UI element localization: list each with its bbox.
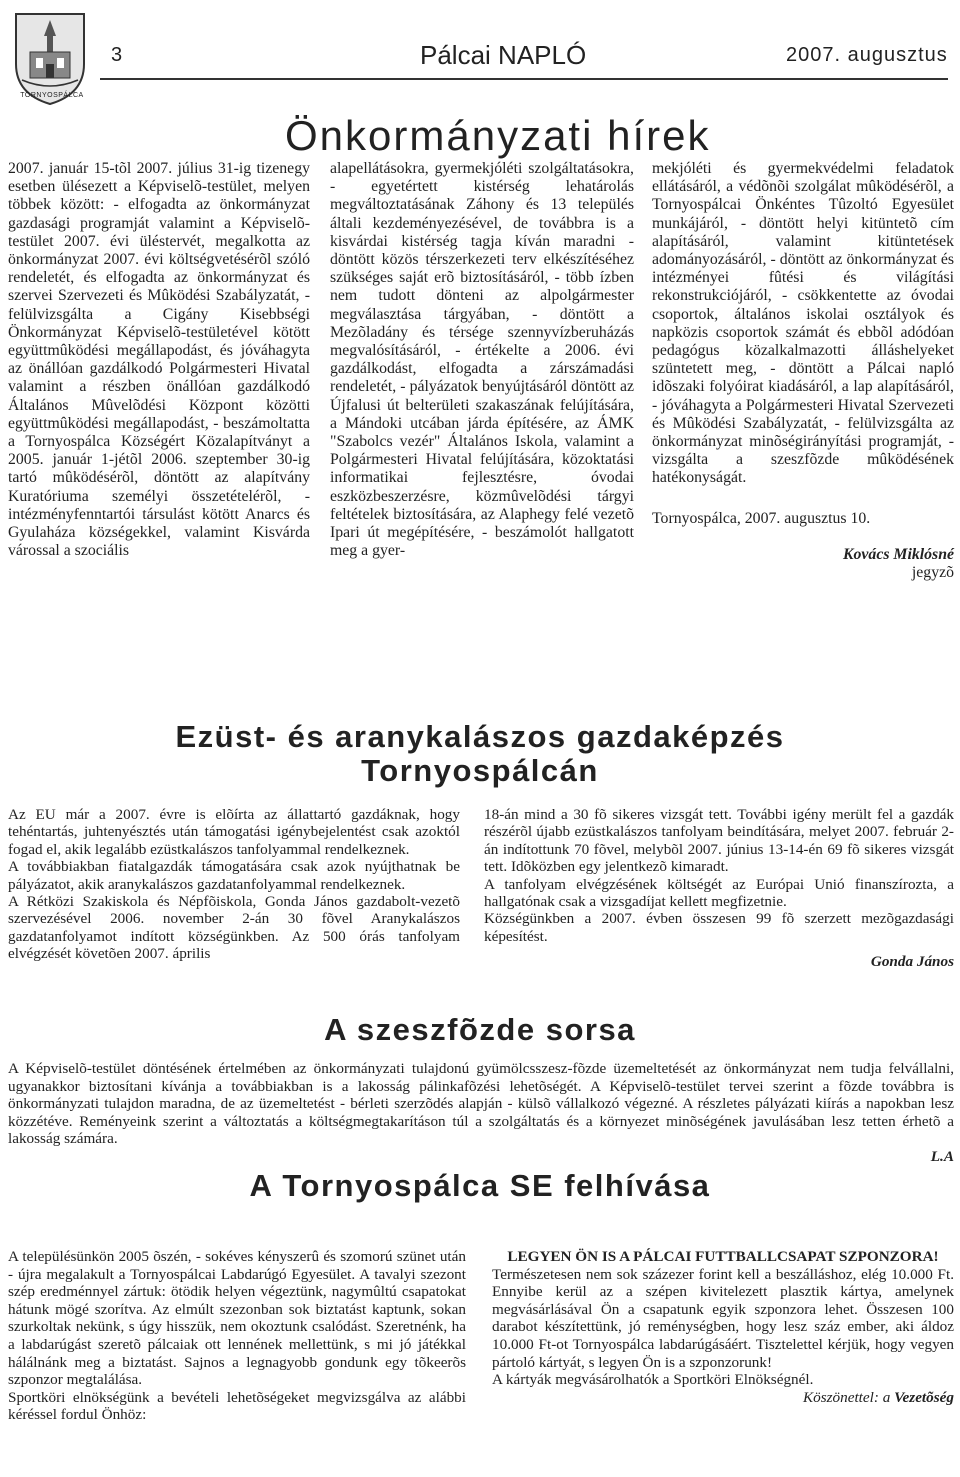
article2-left-p2: A továbbiakban fiatalgazdák támogatására csak azok nyújthatnak be pályázatot, akik aranykalászos gazdatanfolyammal rendelkeznek. <box>8 858 460 893</box>
article2-author: Gonda János <box>870 953 954 971</box>
article-title-onkormanyzati: Önkormányzati hírek <box>285 112 711 159</box>
article3-author: L.A <box>930 1147 954 1165</box>
article1-col1-text: 2007. január 15-tõl 2007. július 31-ig tizenegy esetben ülésezett a Képviselõ-testület, melyen többek között: - elfogadta az önkormányzat gazdasági programját valamint a Képviselõ-testület 2007. évi üléstervét, megalkotta az önkormányzat 2007. évi költségvetésérõl szóló rendeletét, és elfogadta az önkormányzat és szervei Szervezeti és Mûködési Szabályzatát, - felülvizsgálta a Cigány Kisebbségi Önkormányzat Képviselõ-testületével kötött együttmûködési megállapodást, és jóváhagyta az önállóan gazdálkodó Polgármesteri Hivatal valamint a részben önállóan gazdálkodó Általános Mûvelõdési Központ közötti együttmûködési megállapodást, - beszámoltatta a Tornyospálca Községért Közalapítványt a 2005. január 1-jétõl 2006. szeptember 30-ig tartó mûködésérõl, döntött az alapítvány Kuratóriuma személyi összetételérõl, - intézményfenntartói társulást kötött Anarcs és Gyulaháza községekkel, valamint Kisvárda várossal a szociális <box>8 160 310 560</box>
article3-body <box>8 1060 954 1166</box>
article2-title-line2: Tornyospálcán <box>361 753 599 788</box>
article1-column-1 <box>8 160 310 560</box>
article4-right-column <box>492 1248 954 1406</box>
article2-left-p1: Az EU már a 2007. évre is elõírta az állattartó gazdáknak, hogy tehéntartás, juhtenyésztés után támogatási igénybejelentést csak azoktól fogad el, akik legalább ezüstkalászos tanfolyammal rendelkeznek. <box>8 806 460 858</box>
article4-title: A Tornyospálca SE felhívása <box>249 1168 711 1203</box>
article2-title-line1: Ezüst- és aranykalászos gazdaképzés <box>175 719 785 754</box>
article1-col3-text: mekjóléti és gyermekvédelmi feladatok ellátásáról, a védõnõi szolgálat mûködésérõl, a Tornyospálcai Önkéntes Tûzoltó Egyesület munkájáról, - döntött helyi kitüntetõ cím alapításáról, valamint kitüntetések adományozásáról, - döntött az önkormányzat és intézményei fûtési és világítási rekonstrukciójáról, - csökkentette az óvodai csoportok, általános iskolai osztályok és napközis csoportok számát és ebbõl adódóan pedagógus közalkalmazotti álláshelyeket szüntetett meg, - döntött a Pálcai napló idõszaki folyóirat kiadásáról, a lap alapításáról, - jóváhagyta a Polgármesteri Hivatal Szervezeti és Mûködési Szabályzatát, - felülvizsgálta az önkormányzat minõségirányítási programját, - vizsgálta a szeszfõzde mûködésének hatékonyságát. <box>652 160 954 487</box>
header-rule <box>100 78 948 80</box>
article4-thanks-name: Vezetõség <box>894 1388 954 1406</box>
article1-signer-title: jegyzõ <box>911 564 954 582</box>
article4-left-last: Sportköri elnökségünk a bevételi lehetõségeket megvizsgálva az alábbi kéréssel fordul Önhöz: <box>8 1388 466 1424</box>
article2-title <box>0 720 960 788</box>
article4-left-body: A településünkön 2005 õszén, - sokéves kényszerû és szomorú szünet után - újra megalakult a Tornyospálcai Labdarúgó Egyesület. A tavalyi szezont szép eredménnyel zártuk: ötödik helyen végeztünk, nagymûltú csapatokat hátunk mögé szorítva. Az elmúlt szezonban sok biztatást kaptunk, sokan szurkoltak nekünk, s úgy hisszük, nem okoztunk csalódást. Szeretnénk, ha a labdarúgást szeretõ pálcaiak ott lennének mellettünk, s mi jó játékkal hálálnánk meg a biztatást. Sajnos a legnagyobb gondunk egy tõkeerõs szponzor megtalálása. <box>8 1248 466 1389</box>
article4-right-last: A kártyák megvásárolhatók a Sportköri Elnökségnél. <box>492 1371 814 1389</box>
article1-signer-name: Kovács Miklósné <box>842 545 954 563</box>
page-number: 3 <box>111 44 123 66</box>
article3-title: A szeszfõzde sorsa <box>324 1012 636 1047</box>
article2-left-column <box>8 806 460 963</box>
article2-right-p2: A tanfolyam elvégzésének költségét az Európai Unió finanszírozta, a hallgatónak csak a vizsgadíjat kellett megfizetnie. <box>484 875 954 911</box>
article4-thanks <box>492 1389 954 1407</box>
article1-col2-text: alapellátásokra, gyermekjóléti szolgáltatásokra, - egyetértett kistérség lehatárolás megváltoztatásának Záhony és 13 település általi kezdeményezésével, de továbbra is a kisvárdai kistérség tagja kíván maradni - döntött közös térszerkezeti terv elkészítéséhez szükséges saját erõ biztosításáról, - több ízben nem tudott dönteni az alpolgármester megválasztása tárgyában, - döntött a Mezõladány és térsége szennyvízberuházás megvalósításáról, - értékelte a 2006. évi gazdálkodást, elfogadta a zárszámadási rendeletét, - pályázatok benyújtásáról döntött az Újfalusi út belterületi szakaszának felújítására, a Mándoki utcában járda építésére, az ÁMK "Szabolcs vezér" Általános Iskola, valamint a Polgármesteri Hivatal felújítására, közoktatási informatikai fejlesztésre, óvodai eszközbeszerzésre, közmûvelõdési tárgyi feltételek biztosítására, az Alaphegy felé vezetõ Ipari út megépítésére, - beszámolót hallgatott meg a gyer- <box>330 160 634 560</box>
article3-body-text: A Képviselõ-testület döntésének értelmében az önkormányzati tulajdonú gyümölcsszesz-fõzde üzemeltetését az önkormányzat nem tudja felvállalni, ugyanakkor biztosítani kívánja a továbbiakban is a lakosság pálinkafõzési lehetõségét. A Képviselõ-testület tervei szerint a fõzde továbbra is önkormányzati tulajdon maradna, de az üzemeltetést - bérleti szerzõdés alapján - külsõ vállalkozó végezné. A részletes pályázati kiírás a napokban lesz közzétéve. Reményeink szerint a változtatás a költségmegtakarításon túl a szolgáltatás és a környezet minõségének javulásában lesz tetten érhetõ a lakosság számára. <box>8 1060 954 1148</box>
article2-right-column <box>484 806 954 971</box>
article4-right-heading: LEGYEN ÖN IS A PÁLCAI FUTTBALLCSAPAT SZPONZORA! <box>507 1248 939 1265</box>
article2-left-p3: A Rétközi Szakiskola és Népfõiskola, Gonda János gazdabolt-vezetõ szervezésével 2006. november 2-án 30 fõvel Aranykalászos gazdatanfolyamot indított községünkben. Az 500 órás tanfolyam elvégzését követõen 2007. április <box>8 893 460 963</box>
article1-column-3 <box>652 160 954 582</box>
article2-right-p3: Községünkben a 2007. évben összesen 99 fõ szerzett mezõgazdasági képesítést. <box>484 910 954 945</box>
article4-left-column <box>8 1248 466 1424</box>
article1-place-date: Tornyospálca, 2007. augusztus 10. <box>652 509 871 527</box>
article4-right-body: Természetesen nem sok százezer forint kell a beszálláshoz, elég 10.000 Ft. Ennyibe kerül az a szépen kivitelezett plasztik kártya, amelynek megvásárlásával Ön a csapatunk egyik szponzora lehet. Összesen 100 darabot készítettünk, jó reménységben, hogy lesz száz ember, aki áldoz 10.000 Ft-ot Tornyospálca labdarúgásáért. Tisztelettel kérjük, hogy vegyen pártoló kártyát, s legyen Ön is a szponzorunk! <box>492 1265 954 1371</box>
issue-date: 2007. augusztus <box>786 44 948 66</box>
article4-thanks-prefix: Köszönettel: a <box>802 1388 891 1406</box>
paper-name: Pálcai NAPLÓ <box>420 40 587 70</box>
article1-column-2 <box>330 160 634 560</box>
article2-right-p1: 18-án mind a 30 fõ sikeres vizsgát tett. További igény merült fel a gazdák részérõl újabb ezüstkalászos tanfolyam beindítására, melyet 2007. február 2-án indítottunk 70 fõvel, melybõl 2007. június 13-14-én 69 fõ sikeres vizsgát tett. Idõközben egy jelentkezõ kimaradt. <box>484 806 954 876</box>
crest-caption: TORNYOSPÁLCA <box>20 92 84 99</box>
